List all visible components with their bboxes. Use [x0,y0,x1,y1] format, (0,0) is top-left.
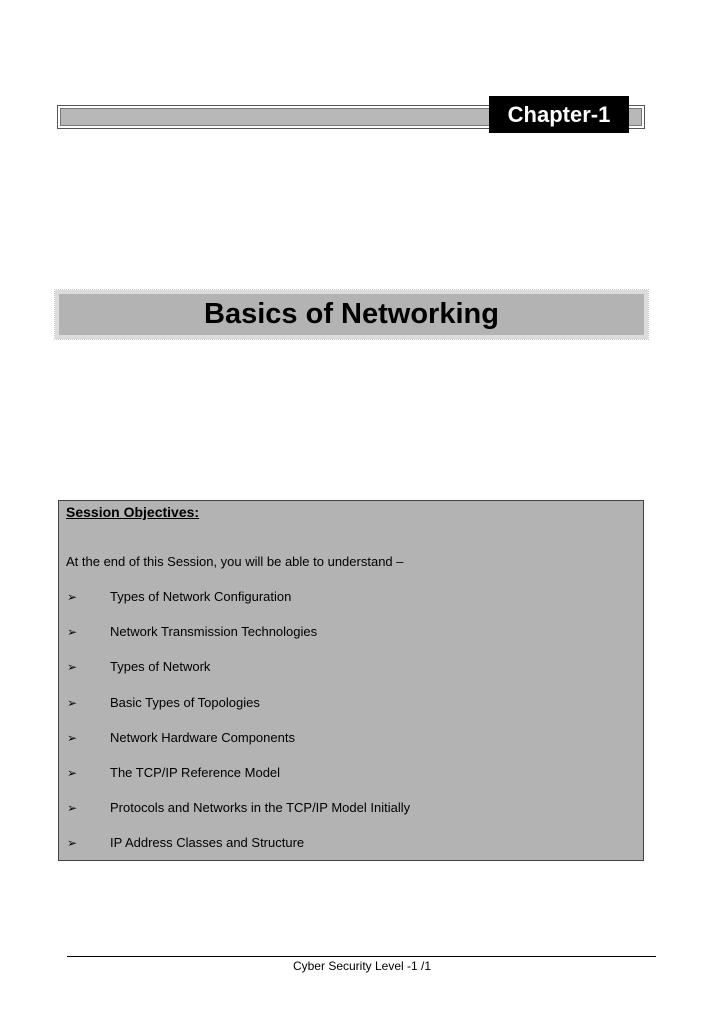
objective-text: Basic Types of Topologies [110,694,260,710]
list-item [59,834,639,869]
arrow-bullet-icon: ➢ [67,625,78,640]
arrow-bullet-icon: ➢ [67,695,78,710]
session-objectives-box [58,500,644,861]
objectives-list [59,588,639,870]
list-item [59,588,639,623]
arrow-bullet-icon: ➢ [67,730,78,745]
list-item [59,694,639,729]
objective-text: Network Transmission Technologies [110,624,318,640]
title-band [55,290,648,339]
arrow-bullet-icon: ➢ [67,801,78,816]
chapter-label: Chapter-1 [489,96,629,133]
list-item [59,729,639,764]
objective-text: Types of Network [110,659,211,675]
page-footer: Cyber Security Level -1 /1 [292,959,432,973]
objectives-heading: Session Objectives: [66,504,200,520]
arrow-bullet-icon: ➢ [67,836,78,851]
list-item [59,658,639,693]
objectives-intro: At the end of this Session, you will be able to understand – [66,554,404,569]
list-item [59,623,639,658]
objective-text: Protocols and Networks in the TCP/IP Model Initially [110,800,411,816]
footer-divider [67,956,656,957]
arrow-bullet-icon: ➢ [67,660,78,675]
objective-text: Types of Network Configuration [110,589,292,604]
list-item [59,764,639,799]
arrow-bullet-icon: ➢ [67,590,78,604]
page-title: Basics of Networking [204,298,499,330]
objective-text: The TCP/IP Reference Model [110,764,281,780]
arrow-bullet-icon: ➢ [67,765,78,780]
objective-text: Network Hardware Components [110,729,295,745]
objective-text: IP Address Classes and Structure [110,835,305,851]
list-item [59,799,639,834]
